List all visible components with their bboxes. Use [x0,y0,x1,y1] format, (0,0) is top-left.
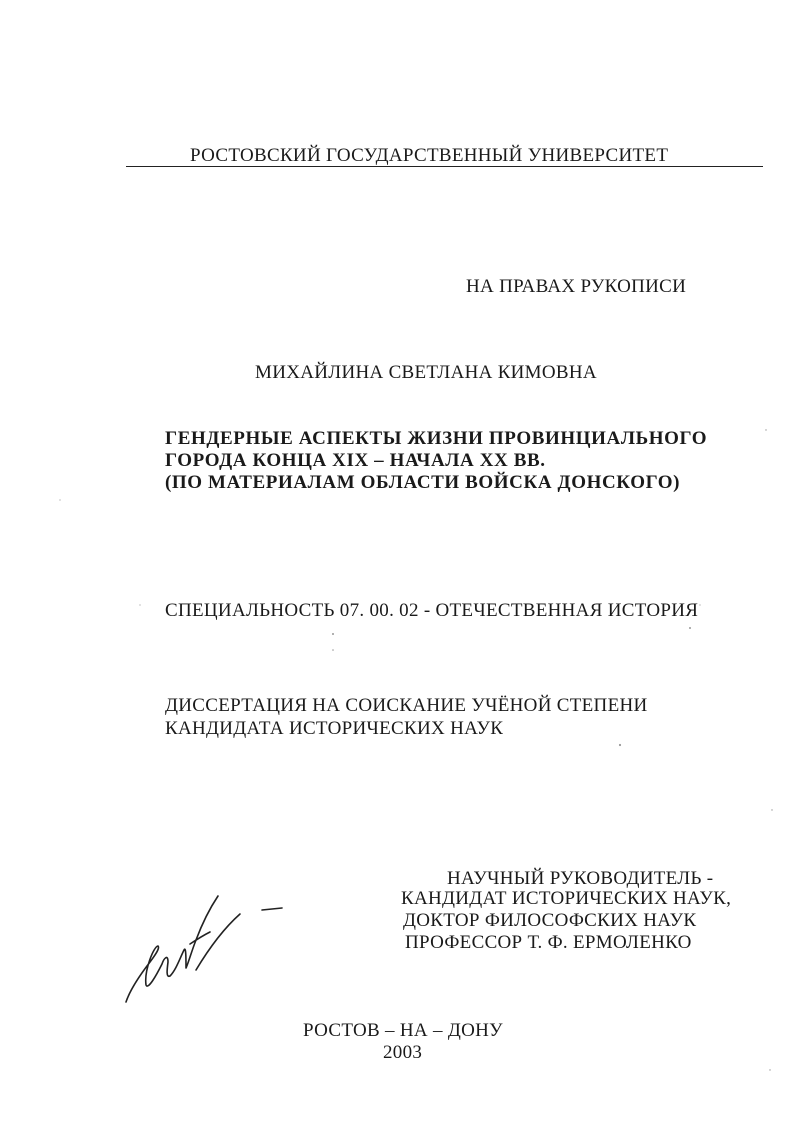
specialty-line: СПЕЦИАЛЬНОСТЬ 07. 00. 02 - ОТЕЧЕСТВЕННАЯ ИСТОРИЯ [165,600,699,621]
supervisor-line-1: НАУЧНЫЙ РУКОВОДИТЕЛЬ - [447,868,714,889]
author-name: МИХАЙЛИНА СВЕТЛАНА КИМОВНА [255,362,597,383]
dissertation-title-line-3: (ПО МАТЕРИАЛАМ ОБЛАСТИ ВОЙСКА ДОНСКОГО) [165,472,681,493]
degree-line-1: ДИССЕРТАЦИЯ НА СОИСКАНИЕ УЧЁНОЙ СТЕПЕНИ [165,695,648,716]
city-line: РОСТОВ – НА – ДОНУ [303,1020,503,1041]
supervisor-line-4: ПРОФЕССОР Т. Ф. ЕРМОЛЕНКО [405,932,692,953]
dissertation-title-line-1: ГЕНДЕРНЫЕ АСПЕКТЫ ЖИЗНИ ПРОВИНЦИАЛЬНОГО [165,428,708,449]
dissertation-title-line-2: ГОРОДА КОНЦА XIX – НАЧАЛА XX ВВ. [165,450,546,471]
manuscript-notice: НА ПРАВАХ РУКОПИСИ [466,276,687,297]
supervisor-line-3: ДОКТОР ФИЛОСОФСКИХ НАУК [403,910,697,931]
supervisor-line-2: КАНДИДАТ ИСТОРИЧЕСКИХ НАУК, [401,888,732,909]
degree-line-2: КАНДИДАТА ИСТОРИЧЕСКИХ НАУК [165,718,504,739]
university-name: РОСТОВСКИЙ ГОСУДАРСТВЕННЫЙ УНИВЕРСИТЕТ [190,145,669,166]
year-line: 2003 [383,1042,423,1063]
